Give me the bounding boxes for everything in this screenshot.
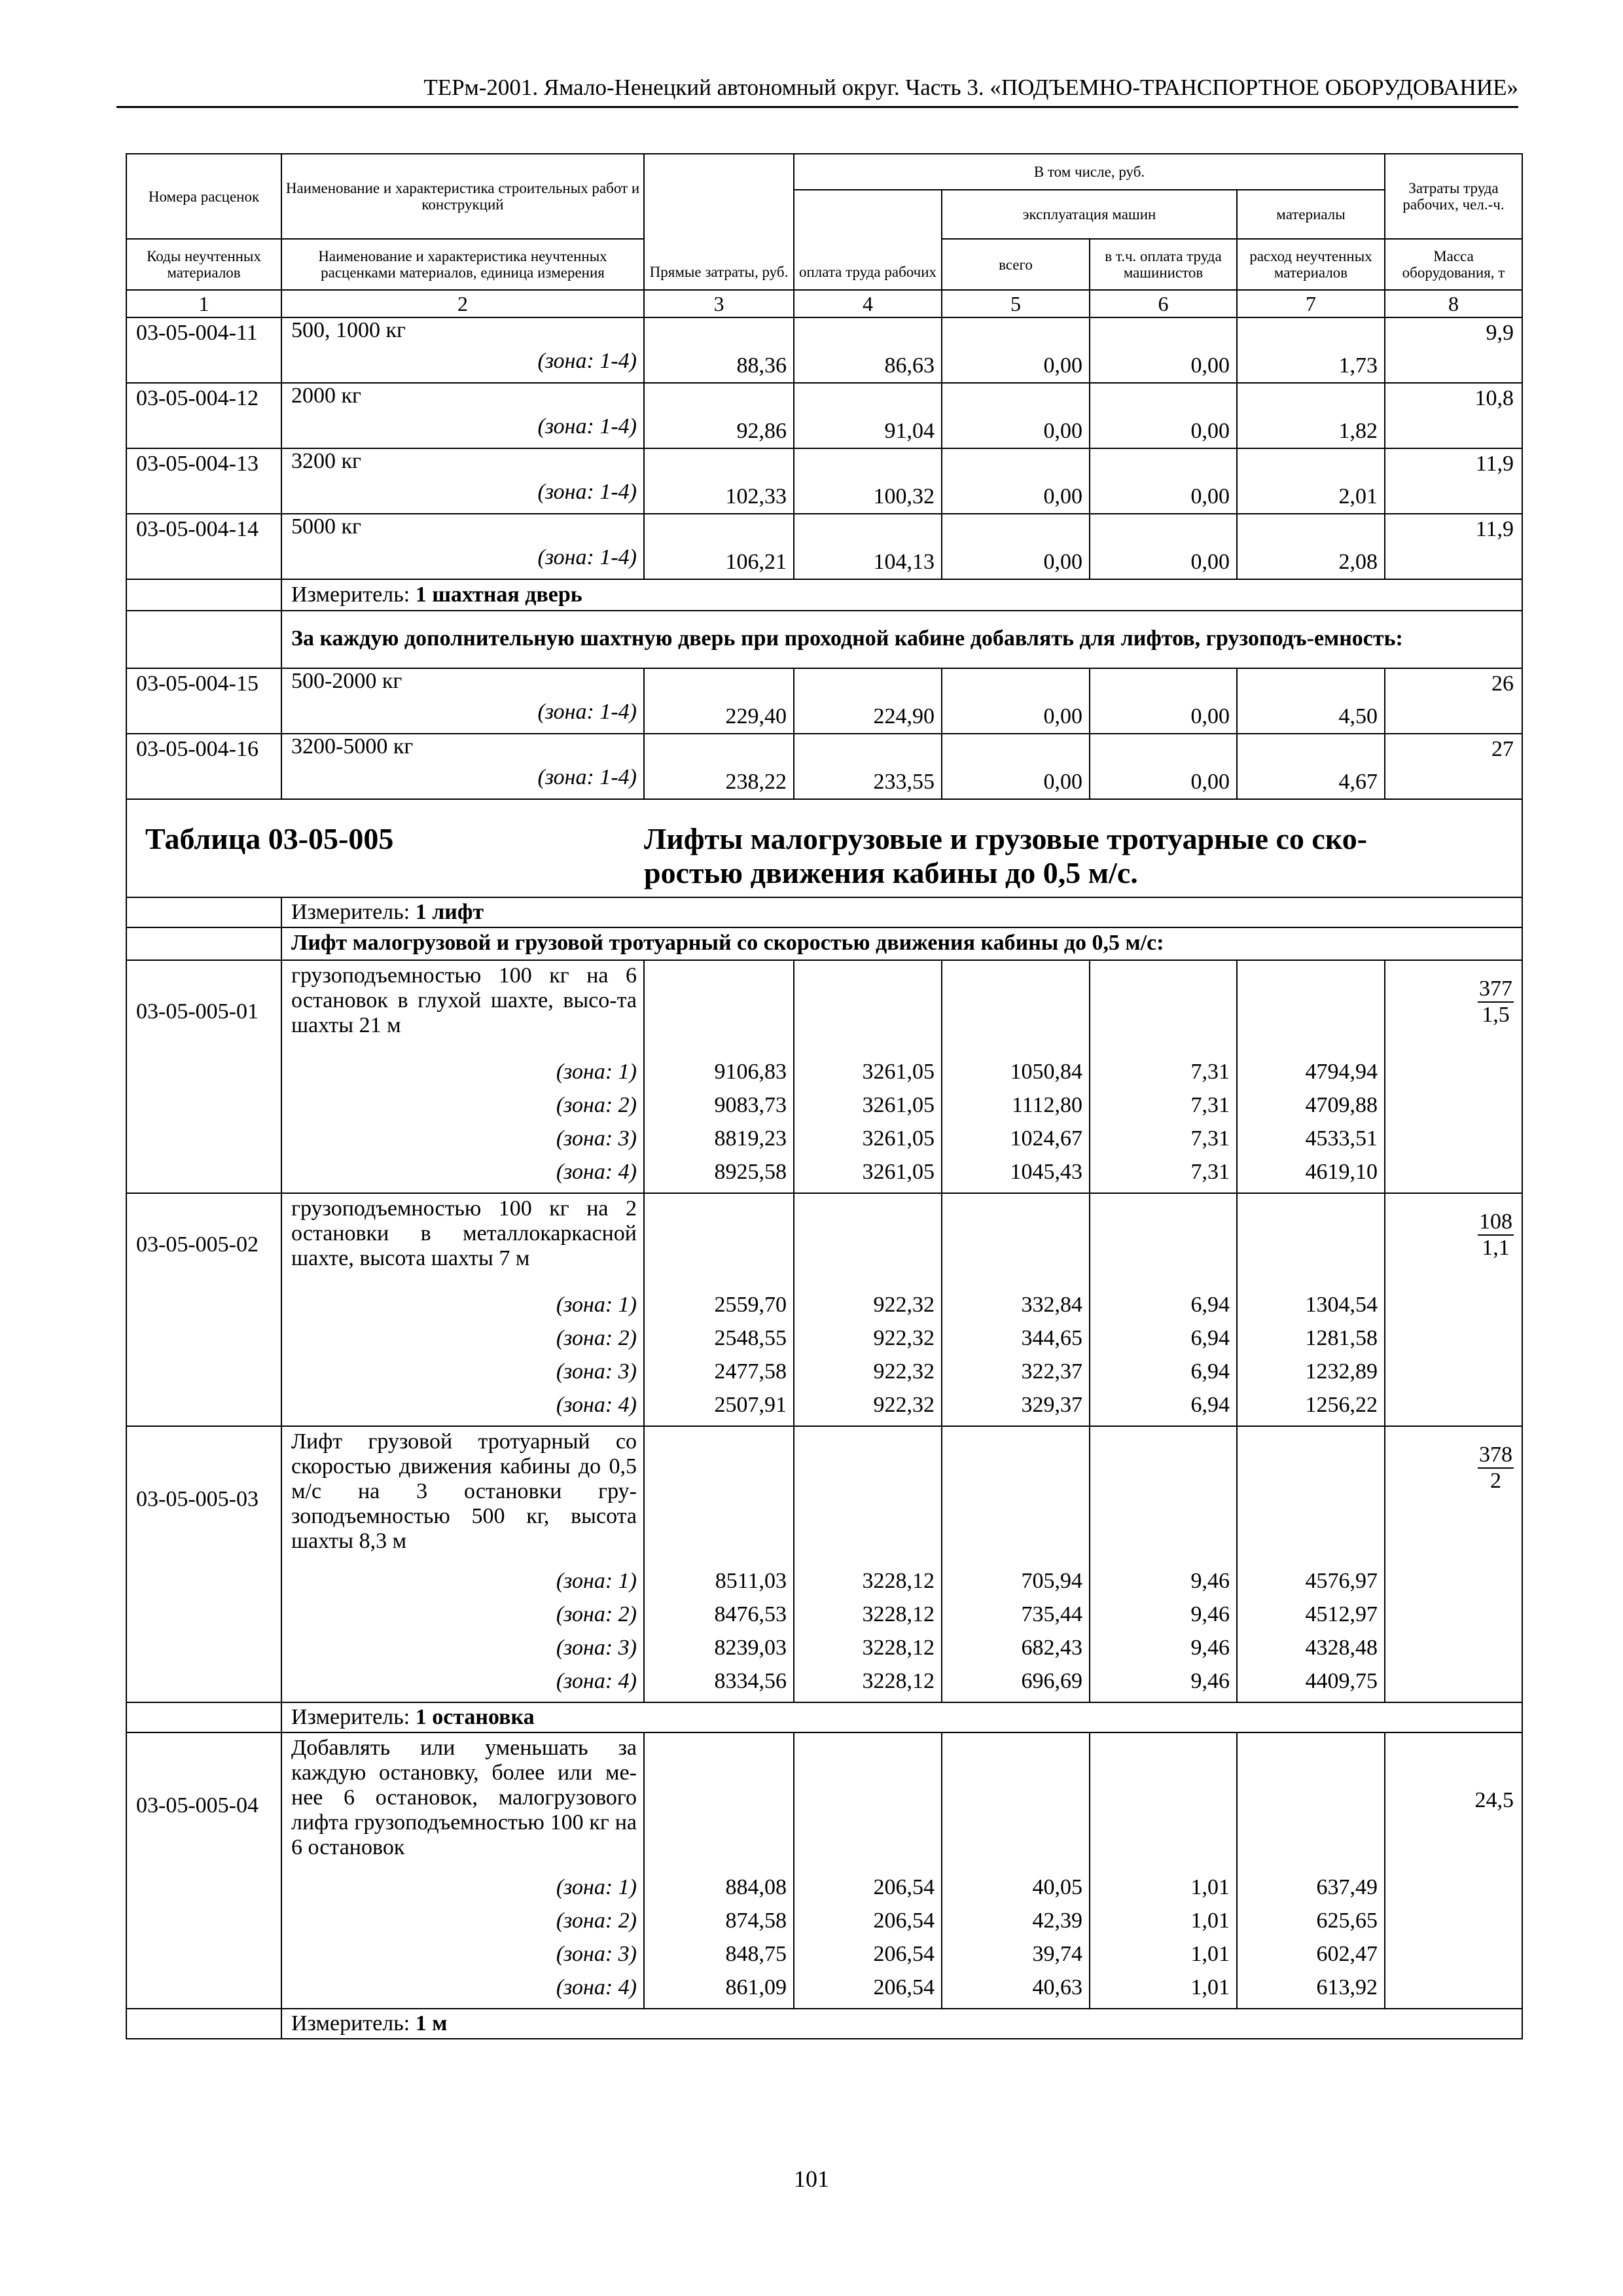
empty-cell <box>1090 1732 1237 1875</box>
rate-code: 03-05-005-02 <box>126 1193 281 1293</box>
rate-code: 03-05-004-14 <box>126 514 281 545</box>
rate-code: 03-05-004-16 <box>126 734 281 765</box>
empty-cell <box>1237 1426 1385 1569</box>
table-row <box>126 579 1522 611</box>
machines-total-value: 1112,80 <box>942 1093 1090 1126</box>
machines-total-value: 0,00 <box>942 448 1090 514</box>
code-cell-empty <box>126 480 281 514</box>
machinists-pay-value: 6,94 <box>1090 1393 1237 1426</box>
code-cell-empty <box>126 1359 281 1393</box>
labor-pay-value: 100,32 <box>794 448 942 514</box>
labor-mass-cell <box>1385 1193 1522 1426</box>
labor-pay-value: 3228,12 <box>794 1636 942 1669</box>
table-title: Лифты малогрузовые и грузовые тротуарные со ско-ростью движения кабины до 0,5 м/с. <box>644 799 1522 897</box>
machinists-pay-value: 1,01 <box>1090 1875 1237 1909</box>
direct-costs-value: 102,33 <box>644 448 794 514</box>
materials-value: 1281,58 <box>1237 1326 1385 1359</box>
machines-total-value: 344,65 <box>942 1326 1090 1359</box>
machinists-pay-value: 0,00 <box>1090 514 1237 579</box>
direct-costs-value: 8925,58 <box>644 1160 794 1193</box>
labor-pay-value: 206,54 <box>794 1942 942 1975</box>
equipment-mass: 1,5 <box>1482 1003 1510 1027</box>
materials-value: 4,67 <box>1237 734 1385 799</box>
table-row <box>126 1093 1522 1126</box>
work-name: грузоподъемностью 100 кг на 2 остановки в металлокаркасной шахте, высота шахты 7 м <box>281 1193 644 1293</box>
labor-mass-value: 10,8 <box>1385 383 1522 448</box>
code-cell-empty <box>126 545 281 579</box>
machines-total-value: 0,00 <box>942 317 1090 383</box>
header-col2-bottom: Наименование и характеристика неучтенных расценками материалов, единица измерения <box>281 239 644 290</box>
unit-value: 1 лифт <box>415 900 484 924</box>
unit-label: Измеритель: <box>291 900 410 924</box>
work-name: Лифт грузовой тротуарный со скоростью движения кабины до 0,5 м/с на 3 остановки гру-зоподъемностью 500 кг, высота шахты 8,3 м <box>281 1426 644 1569</box>
empty-cell <box>942 1193 1090 1293</box>
labor-pay-value: 224,90 <box>794 668 942 734</box>
work-name: 2000 кг <box>281 383 644 414</box>
code-cell-empty <box>126 927 281 960</box>
table-row <box>126 1602 1522 1636</box>
table-row <box>126 1975 1522 2009</box>
code-cell-empty <box>126 1975 281 2009</box>
direct-costs-value: 8334,56 <box>644 1669 794 1702</box>
zone-label: (зона: 1) <box>281 1293 644 1326</box>
zone-label: (зона: 4) <box>281 1975 644 2009</box>
materials-value: 4576,97 <box>1237 1569 1385 1602</box>
rate-code: 03-05-005-04 <box>126 1732 281 1875</box>
code-cell-empty <box>126 1060 281 1093</box>
zone-label: (зона: 1-4) <box>281 700 644 734</box>
labor-pay-value: 3261,05 <box>794 1126 942 1160</box>
labor-mass-value: 11,9 <box>1385 514 1522 579</box>
materials-value: 613,92 <box>1237 1975 1385 2009</box>
labor-mass-value: 26 <box>1385 668 1522 734</box>
direct-costs-value: 238,22 <box>644 734 794 799</box>
machinists-pay-value: 6,94 <box>1090 1359 1237 1393</box>
direct-costs-value: 2507,91 <box>644 1393 794 1426</box>
materials-value: 602,47 <box>1237 1942 1385 1975</box>
work-name: 500, 1000 кг <box>281 317 644 349</box>
machines-total-value: 40,63 <box>942 1975 1090 2009</box>
machinists-pay-value: 9,46 <box>1090 1669 1237 1702</box>
code-cell-empty <box>126 1875 281 1909</box>
labor-pay-value: 3261,05 <box>794 1093 942 1126</box>
table-row <box>126 1669 1522 1702</box>
unit-label: Измеритель: <box>291 2011 410 2036</box>
materials-value: 637,49 <box>1237 1875 1385 1909</box>
machines-total-value: 735,44 <box>942 1602 1090 1636</box>
table-row <box>126 1426 1522 1569</box>
labor-pay-value: 206,54 <box>794 1875 942 1909</box>
code-cell-empty <box>126 1942 281 1975</box>
header-unaccounted-materials: расход неучтенных материалов <box>1237 239 1385 290</box>
machinists-pay-value: 1,01 <box>1090 1942 1237 1975</box>
labor-pay-value: 91,04 <box>794 383 942 448</box>
running-header: ТЕРм-2001. Ямало-Ненецкий автономный округ. Часть 3. «ПОДЪЕМНО-ТРАНСПОРТНОЕ ОБОРУДОВАНИЕ» <box>116 73 1518 108</box>
machinists-pay-value: 1,01 <box>1090 1975 1237 2009</box>
labor-mass-fraction <box>1478 977 1514 1028</box>
work-name: грузоподъемностью 100 кг на 6 остановок в глухой шахте, высо-та шахты 21 м <box>281 960 644 1060</box>
code-cell-empty <box>126 579 281 611</box>
machinists-pay-value: 0,00 <box>1090 668 1237 734</box>
materials-value: 4409,75 <box>1237 1669 1385 1702</box>
machines-total-value: 1045,43 <box>942 1160 1090 1193</box>
machinists-pay-value: 7,31 <box>1090 1160 1237 1193</box>
labor-pay-value: 3261,05 <box>794 1160 942 1193</box>
labor-pay-value: 86,63 <box>794 317 942 383</box>
machines-total-value: 696,69 <box>942 1669 1090 1702</box>
table-row <box>126 1193 1522 1293</box>
zone-label: (зона: 4) <box>281 1393 644 1426</box>
direct-costs-value: 8511,03 <box>644 1569 794 1602</box>
labor-pay-value: 206,54 <box>794 1909 942 1942</box>
empty-cell <box>794 1732 942 1875</box>
labor-pay-value: 3228,12 <box>794 1602 942 1636</box>
table-row <box>126 514 1522 545</box>
materials-value: 4512,97 <box>1237 1602 1385 1636</box>
code-cell-empty <box>126 611 281 668</box>
empty-cell <box>794 1426 942 1569</box>
header-col2-top: Наименование и характеристика строительных работ и конструкций <box>281 154 644 239</box>
unit-of-measure <box>281 579 1522 611</box>
direct-costs-value: 229,40 <box>644 668 794 734</box>
direct-costs-value: 874,58 <box>644 1909 794 1942</box>
table-row <box>126 1909 1522 1942</box>
labor-mass-value: 11,9 <box>1385 448 1522 514</box>
machinists-pay-value: 0,00 <box>1090 448 1237 514</box>
code-cell-empty <box>126 700 281 734</box>
table-row <box>126 1732 1522 1875</box>
zone-label: (зона: 2) <box>281 1909 644 1942</box>
direct-costs-value: 848,75 <box>644 1942 794 1975</box>
labor-mass-cell <box>1385 960 1522 1193</box>
work-name: 500-2000 кг <box>281 668 644 700</box>
labor-mass-cell <box>1385 1426 1522 1702</box>
zone-label: (зона: 1-4) <box>281 414 644 448</box>
column-number: 8 <box>1385 290 1522 317</box>
labor-pay-value: 104,13 <box>794 514 942 579</box>
table-row <box>126 383 1522 414</box>
code-cell-empty <box>126 1293 281 1326</box>
header-col8-top: Затраты труда рабочих, чел.-ч. <box>1385 154 1522 239</box>
materials-value: 625,65 <box>1237 1909 1385 1942</box>
machines-total-value: 39,74 <box>942 1942 1090 1975</box>
labor-pay-value: 3261,05 <box>794 1060 942 1093</box>
column-number: 4 <box>794 290 942 317</box>
materials-value: 1232,89 <box>1237 1359 1385 1393</box>
materials-value: 4619,10 <box>1237 1160 1385 1193</box>
section-heading: За каждую дополнительную шахтную дверь при проходной кабине добавлять для лифтов, грузоподъ-емность: <box>281 611 1522 668</box>
table-row <box>126 897 1522 927</box>
empty-cell <box>1090 960 1237 1060</box>
table-row <box>126 1293 1522 1326</box>
labor-pay-value: 206,54 <box>794 1975 942 2009</box>
direct-costs-value: 2559,70 <box>644 1293 794 1326</box>
rate-code: 03-05-004-11 <box>126 317 281 349</box>
column-number: 3 <box>644 290 794 317</box>
table-row <box>126 1569 1522 1602</box>
code-cell-empty <box>126 765 281 799</box>
empty-cell <box>1237 960 1385 1060</box>
empty-cell <box>942 1732 1090 1875</box>
rates-table <box>126 153 1523 2039</box>
zone-label: (зона: 4) <box>281 1669 644 1702</box>
table-row <box>126 1636 1522 1669</box>
machinists-pay-value: 9,46 <box>1090 1602 1237 1636</box>
labor-pay-value: 3228,12 <box>794 1669 942 1702</box>
page-number: 101 <box>794 2166 829 2192</box>
materials-value: 4533,51 <box>1237 1126 1385 1160</box>
empty-cell <box>942 1426 1090 1569</box>
materials-value: 1,73 <box>1237 317 1385 383</box>
table-row <box>126 1875 1522 1909</box>
machines-total-value: 0,00 <box>942 668 1090 734</box>
empty-cell <box>1090 1193 1237 1293</box>
labor-mass-value: 9,9 <box>1385 317 1522 383</box>
unit-of-measure <box>281 2009 1522 2039</box>
rate-code: 03-05-005-03 <box>126 1426 281 1569</box>
materials-value: 4,50 <box>1237 668 1385 734</box>
table-row <box>126 1702 1522 1732</box>
machinists-pay-value: 7,31 <box>1090 1060 1237 1093</box>
materials-value: 4328,48 <box>1237 1636 1385 1669</box>
unit-value: 1 шахтная дверь <box>415 583 582 607</box>
empty-cell <box>644 1426 794 1569</box>
labor-pay-value: 233,55 <box>794 734 942 799</box>
direct-costs-value: 9083,73 <box>644 1093 794 1126</box>
empty-cell <box>644 1732 794 1875</box>
table-row <box>126 799 1522 897</box>
machines-total-value: 40,05 <box>942 1875 1090 1909</box>
table-number: Таблица 03-05-005 <box>126 799 644 897</box>
table-row <box>126 734 1522 765</box>
zone-label: (зона: 1) <box>281 1060 644 1093</box>
table-row <box>126 1060 1522 1093</box>
materials-value: 4794,94 <box>1237 1060 1385 1093</box>
machines-total-value: 705,94 <box>942 1569 1090 1602</box>
materials-value: 1,82 <box>1237 383 1385 448</box>
zone-label: (зона: 2) <box>281 1326 644 1359</box>
column-number: 6 <box>1090 290 1237 317</box>
labor-hours-value: 24,5 <box>1385 1732 1522 2009</box>
table-row <box>126 448 1522 480</box>
machines-total-value: 0,00 <box>942 514 1090 579</box>
table-row <box>126 927 1522 960</box>
machinists-pay-value: 7,31 <box>1090 1093 1237 1126</box>
labor-mass-value: 27 <box>1385 734 1522 799</box>
header-col1-top: Номера расценок <box>126 154 281 239</box>
empty-cell <box>644 1193 794 1293</box>
unit-of-measure <box>281 897 1522 927</box>
labor-pay-value: 922,32 <box>794 1393 942 1426</box>
header-machines: эксплуатация машин <box>942 190 1237 239</box>
header-labor-pay: оплата труда рабочих <box>794 190 942 290</box>
code-cell-empty <box>126 1393 281 1426</box>
machinists-pay-value: 9,46 <box>1090 1636 1237 1669</box>
materials-value: 2,01 <box>1237 448 1385 514</box>
code-cell-empty <box>126 1702 281 1732</box>
unit-value: 1 остановка <box>415 1705 535 1729</box>
direct-costs-value: 8819,23 <box>644 1126 794 1160</box>
column-number: 1 <box>126 290 281 317</box>
machinists-pay-value: 0,00 <box>1090 317 1237 383</box>
labor-pay-value: 922,32 <box>794 1293 942 1326</box>
zone-label: (зона: 1) <box>281 1875 644 1909</box>
labor-mass-fraction <box>1478 1210 1514 1261</box>
direct-costs-value: 2548,55 <box>644 1326 794 1359</box>
direct-costs-value: 861,09 <box>644 1975 794 2009</box>
zone-label: (зона: 2) <box>281 1093 644 1126</box>
labor-pay-value: 922,32 <box>794 1326 942 1359</box>
unit-of-measure <box>281 1702 1522 1732</box>
work-name: 5000 кг <box>281 514 644 545</box>
code-cell-empty <box>126 1093 281 1126</box>
header-col8-bottom: Масса оборудования, т <box>1385 239 1522 290</box>
column-number: 7 <box>1237 290 1385 317</box>
header-materials: материалы <box>1237 190 1385 239</box>
zone-label: (зона: 4) <box>281 1160 644 1193</box>
empty-cell <box>644 960 794 1060</box>
header-col1-bottom: Коды неучтенных материалов <box>126 239 281 290</box>
machines-total-value: 682,43 <box>942 1636 1090 1669</box>
machinists-pay-value: 7,31 <box>1090 1126 1237 1160</box>
header-direct-costs: Прямые затраты, руб. <box>644 154 794 290</box>
table-row <box>126 668 1522 700</box>
zone-label: (зона: 1-4) <box>281 480 644 514</box>
table-row <box>126 2009 1522 2039</box>
machinists-pay-value: 6,94 <box>1090 1326 1237 1359</box>
direct-costs-value: 8476,53 <box>644 1602 794 1636</box>
direct-costs-value: 884,08 <box>644 1875 794 1909</box>
code-cell-empty <box>126 1126 281 1160</box>
header-machinists-pay: в т.ч. оплата труда машинистов <box>1090 239 1237 290</box>
table-row <box>126 1942 1522 1975</box>
header-machines-total: всего <box>942 239 1090 290</box>
machinists-pay-value: 6,94 <box>1090 1293 1237 1326</box>
equipment-mass: 1,1 <box>1482 1236 1510 1260</box>
zone-label: (зона: 2) <box>281 1602 644 1636</box>
machinists-pay-value: 0,00 <box>1090 734 1237 799</box>
column-number: 5 <box>942 290 1090 317</box>
materials-value: 1304,54 <box>1237 1293 1385 1326</box>
empty-cell <box>1090 1426 1237 1569</box>
table-row <box>126 611 1522 668</box>
empty-cell <box>1237 1193 1385 1293</box>
unit-label: Измеритель: <box>291 1705 410 1729</box>
code-cell-empty <box>126 1636 281 1669</box>
machines-total-value: 329,37 <box>942 1393 1090 1426</box>
zone-label: (зона: 1-4) <box>281 349 644 383</box>
rate-code: 03-05-004-12 <box>126 383 281 414</box>
code-cell-empty <box>126 1160 281 1193</box>
labor-hours: 108 <box>1478 1210 1514 1236</box>
machines-total-value: 322,37 <box>942 1359 1090 1393</box>
section-heading: Лифт малогрузовой и грузовой тротуарный со скоростью движения кабины до 0,5 м/с: <box>281 927 1522 960</box>
table-row <box>126 1126 1522 1160</box>
code-cell-empty <box>126 414 281 448</box>
machines-total-value: 332,84 <box>942 1293 1090 1326</box>
code-cell-empty <box>126 1326 281 1359</box>
labor-pay-value: 922,32 <box>794 1359 942 1393</box>
unit-value: 1 м <box>415 2011 448 2036</box>
materials-value: 4709,88 <box>1237 1093 1385 1126</box>
zone-label: (зона: 1-4) <box>281 765 644 799</box>
labor-hours: 377 <box>1478 977 1514 1003</box>
direct-costs-value: 106,21 <box>644 514 794 579</box>
machinists-pay-value: 1,01 <box>1090 1909 1237 1942</box>
machinists-pay-value: 0,00 <box>1090 383 1237 448</box>
work-name: 3200-5000 кг <box>281 734 644 765</box>
direct-costs-value: 92,86 <box>644 383 794 448</box>
code-cell-empty <box>126 1669 281 1702</box>
empty-cell <box>942 960 1090 1060</box>
direct-costs-value: 2477,58 <box>644 1359 794 1393</box>
table-row <box>126 1393 1522 1426</box>
machinists-pay-value: 9,46 <box>1090 1569 1237 1602</box>
labor-pay-value: 3228,12 <box>794 1569 942 1602</box>
table-row <box>126 1359 1522 1393</box>
zone-label: (зона: 3) <box>281 1359 644 1393</box>
unit-label: Измеритель: <box>291 583 410 607</box>
empty-cell <box>1237 1732 1385 1875</box>
labor-hours: 378 <box>1478 1443 1514 1469</box>
table-row <box>126 1326 1522 1359</box>
code-cell-empty <box>126 897 281 927</box>
work-name: 3200 кг <box>281 448 644 480</box>
table-row <box>126 1160 1522 1193</box>
code-cell-empty <box>126 349 281 383</box>
zone-label: (зона: 3) <box>281 1126 644 1160</box>
empty-cell <box>794 1193 942 1293</box>
rate-code: 03-05-004-13 <box>126 448 281 480</box>
machines-total-value: 1050,84 <box>942 1060 1090 1093</box>
code-cell-empty <box>126 1602 281 1636</box>
header-group: В том числе, руб. <box>794 154 1385 190</box>
zone-label: (зона: 3) <box>281 1942 644 1975</box>
direct-costs-value: 9106,83 <box>644 1060 794 1093</box>
machines-total-value: 42,39 <box>942 1909 1090 1942</box>
zone-label: (зона: 3) <box>281 1636 644 1669</box>
rate-code: 03-05-005-01 <box>126 960 281 1060</box>
equipment-mass: 2 <box>1490 1469 1502 1493</box>
column-number: 2 <box>281 290 644 317</box>
empty-cell <box>794 960 942 1060</box>
materials-value: 1256,22 <box>1237 1393 1385 1426</box>
zone-label: (зона: 1-4) <box>281 545 644 579</box>
code-cell-empty <box>126 2009 281 2039</box>
zone-label: (зона: 1) <box>281 1569 644 1602</box>
direct-costs-value: 88,36 <box>644 317 794 383</box>
machines-total-value: 0,00 <box>942 383 1090 448</box>
labor-mass-fraction <box>1478 1443 1514 1494</box>
rate-code: 03-05-004-15 <box>126 668 281 700</box>
direct-costs-value: 8239,03 <box>644 1636 794 1669</box>
table-row <box>126 317 1522 349</box>
code-cell-empty <box>126 1569 281 1602</box>
materials-value: 2,08 <box>1237 514 1385 579</box>
machines-total-value: 0,00 <box>942 734 1090 799</box>
code-cell-empty <box>126 1909 281 1942</box>
table-row <box>126 960 1522 1060</box>
work-name: Добавлять или уменьшать за каждую остановку, более или ме-нее 6 остановок, малогрузового лифта грузоподъемностью 100 кг на 6 остановок <box>281 1732 644 1875</box>
machines-total-value: 1024,67 <box>942 1126 1090 1160</box>
